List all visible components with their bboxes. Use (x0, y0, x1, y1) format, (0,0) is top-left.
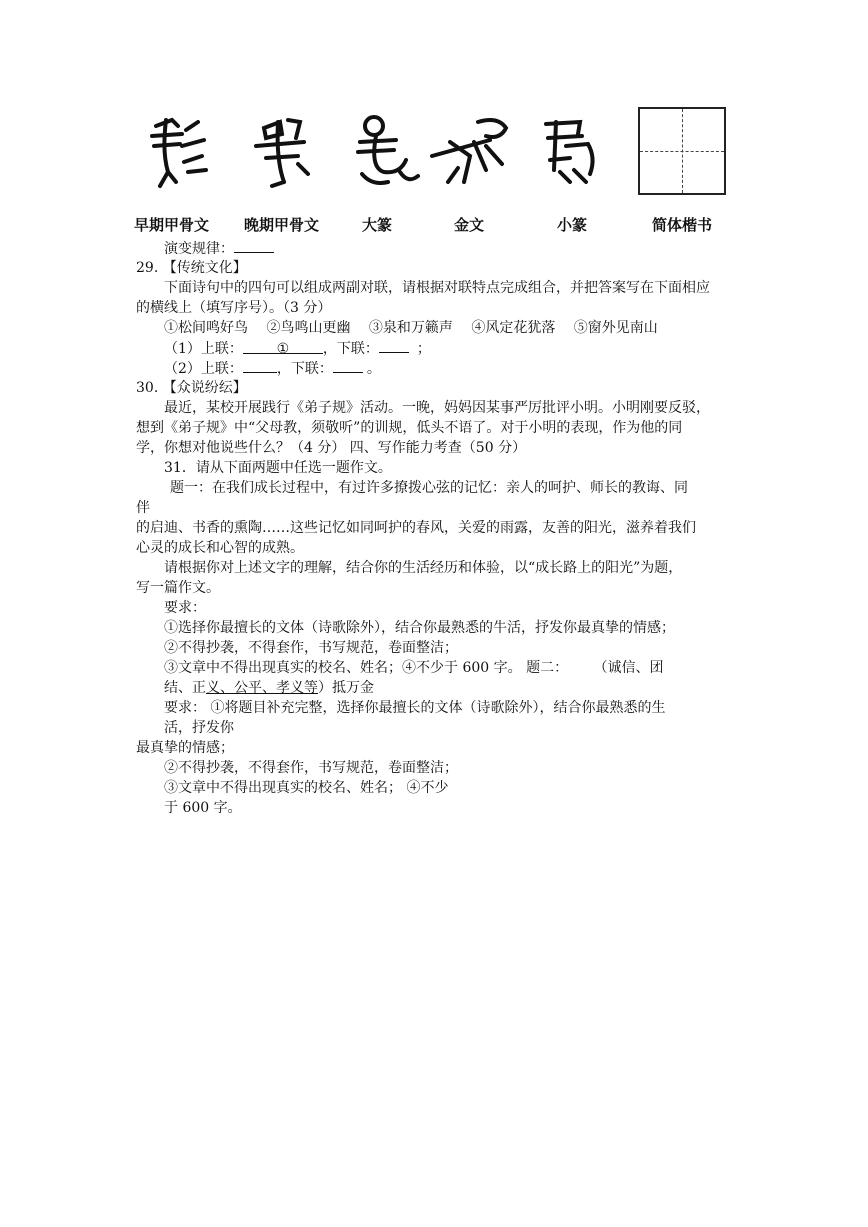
caption-late-oracle: 晚期甲骨文 (244, 216, 320, 234)
topic2-title-line (164, 678, 374, 698)
evolution-rule-line (164, 238, 274, 259)
couplet-2-lower-blank[interactable] (333, 358, 363, 373)
topic2-title-a: 结、正 (164, 680, 206, 696)
requirement-2-3-end: 于 600 字。 (164, 800, 242, 816)
caption-regular-script: 简体楷书 (652, 216, 713, 234)
couplet-2-end: 。 (366, 361, 381, 377)
couplet-1-upper-label: （1）上联： (164, 341, 243, 357)
regular-script-grid-box (638, 107, 726, 195)
q30-text-1: 最近，某校开展践行《弟子规》活动。一晚，妈妈因某事严厉批评小明。小明刚要反驳， (164, 400, 710, 416)
evolution-rule-blank[interactable] (234, 238, 274, 253)
late-oracle-bone-glyph (248, 112, 338, 192)
requirement-2-2: ②不得抄袭，不得套作，书写规范，卷面整洁； (164, 760, 458, 776)
q29-instruction-1: 下面诗句中的四句可以组成两副对联，请根据对联特点完成组合，并把答案写在下面相应 (164, 280, 710, 296)
q30-text-2: 想到《弟子规》中“父母教，须敬听”的训规，低头不语了。对于小明的表现，作为他的同 (136, 420, 683, 436)
requirement-2-1-end: 最真挚的情感； (136, 740, 234, 756)
couplet-1-upper-blank[interactable]: ① (243, 339, 323, 354)
bronze-script-glyph (428, 112, 518, 192)
topic1-text-3: 的启迪、书香的熏陶……这些记忆如同呵护的春风，关爱的雨露，友善的阳光，滋养着我们 (136, 520, 696, 536)
couplet-1-lower-blank[interactable] (379, 338, 409, 353)
requirement-1-3: ③文章中不得出现真实的校名、姓名；④不少于 600 字。 题二： （诚信、团 (164, 660, 664, 676)
requirements-label-1: 要求： (164, 600, 206, 616)
topic2-title-c: ）抵万金 (318, 680, 374, 696)
requirement-2-1-cont: 活，抒发你 (164, 720, 234, 736)
requirement-1-1: ①选择你最擅长的文体（诗歌除外），结合你最熟悉的牛活，抒发你最真挚的情感； (164, 620, 675, 636)
topic1-text-2: 伴 (136, 500, 150, 516)
q29-instruction-2: 的横线上（填写序号）。（3 分） (136, 300, 332, 316)
couplet-2-upper-label: （2）上联： (164, 361, 243, 377)
requirement-2-3: ③文章中不得出现真实的校名、姓名； ④不少 (164, 780, 449, 796)
requirement-2-1: 要求： ①将题目补充完整，选择你最擅长的文体（诗歌除外），结合你最熟悉的生 (164, 700, 666, 716)
q30-text-3: 学，你想对他说些什么？（4 分） 四、写作能力考查（50 分） (136, 440, 527, 456)
q29-couplet-1 (164, 338, 431, 359)
great-seal-glyph (348, 112, 438, 192)
q30-heading: 30. 【众说纷纭】 (136, 380, 247, 396)
couplet-1-end: ； (416, 341, 431, 357)
q29-couplet-2 (164, 358, 381, 379)
caption-early-oracle: 早期甲骨文 (134, 216, 210, 234)
topic1-text-4: 心灵的成长和心智的成熟。 (136, 540, 304, 556)
requirement-1-2: ②不得抄袭，不得套作，书写规范，卷面整洁； (164, 640, 458, 656)
topic1-text-6: 写一篇作文。 (136, 580, 220, 596)
q31-heading: 31．请从下面两题中任选一题作文。 (164, 460, 392, 476)
q29-poem-options: ①松间鸣好鸟 ②鸟鸣山更幽 ③泉和万籁声 ④风定花犹落 ⑤窗外见南山 (164, 320, 658, 336)
topic2-title-underlined: 义、公平、孝义等 (206, 680, 318, 696)
caption-bronze: 金文 (454, 216, 485, 234)
early-oracle-bone-glyph (142, 112, 232, 192)
couplet-2-upper-blank[interactable] (243, 358, 277, 373)
couplet-2-lower-label: ，下联： (276, 361, 333, 377)
caption-small-seal: 小篆 (557, 216, 588, 234)
topic1-text-5: 请根据你对上述文字的理解，结合你的生活经历和体验，以“成长路上的阳光”为题， (164, 560, 683, 576)
caption-great-seal: 大篆 (362, 216, 393, 234)
q29-heading: 29. 【传统文化】 (136, 260, 247, 276)
couplet-1-lower-label: ，下联： (322, 341, 379, 357)
topic1-text-1: 题一：在我们成长过程中，有过许多撩拨心弦的记忆：亲人的呵护、师长的教诲、同 (170, 480, 688, 496)
small-seal-glyph (530, 112, 620, 192)
evolution-rule-label: 演变规律： (164, 241, 234, 257)
